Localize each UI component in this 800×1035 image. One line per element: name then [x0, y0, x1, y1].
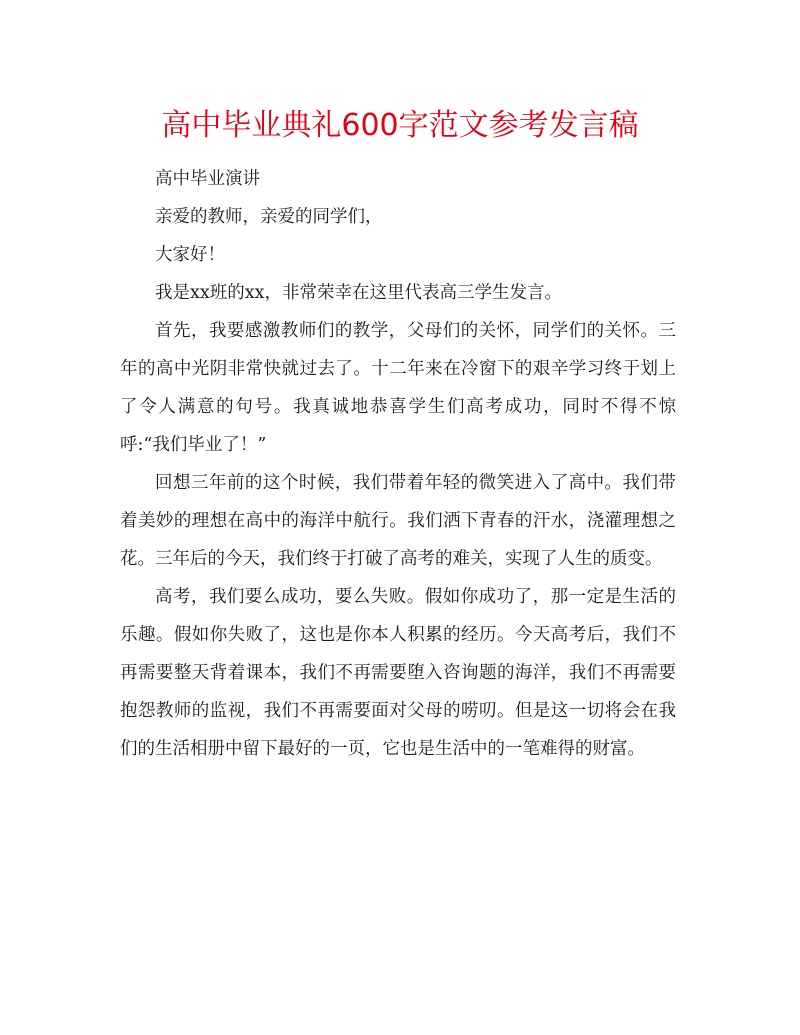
paragraph-thanks: 首先，我要感激教师们的教学，父母们的关怀，同学们的关怀。三年的高中光阴非常快就过去了。十二年来在冷窗下的艰辛学习终于划上了令人满意的句号。我真诚地恭喜学生们高考成功，同时不得不惊呼:“我们毕业了！” [120, 321, 676, 455]
document-body [120, 160, 676, 768]
document-title: 高中毕业典礼600字范文参考发言稿 [161, 108, 639, 143]
paragraph-greeting: 大家好！ [155, 245, 225, 265]
paragraph-heading: 高中毕业演讲 [155, 169, 260, 189]
paragraph-exam: 高考，我们要么成功，要么失败。假如你成功了，那一定是生活的乐趣。假如你失败了，这也是你本人积累的经历。今天高考后，我们不再需要整天背着课本，我们不再需要堕入咨询题的海洋，我们不再需要抱怨教师的监视，我们不再需要面对父母的唠叨。但是这一切将会在我们的生活相册中留下最好的一页，它也是生活中的一笔难得的财富。 [120, 587, 676, 759]
paragraph-memories: 回想三年前的这个时候，我们带着年轻的微笑进入了高中。我们带着美妙的理想在高中的海洋中航行。我们洒下青春的汗水，浇灌理想之花。三年后的今天，我们终于打破了高考的难关，实现了人生的质变。 [120, 473, 676, 569]
paragraph-salutation: 亲爱的教师，亲爱的同学们， [155, 207, 383, 227]
paragraph-introduction: 我是xx班的xx，非常荣幸在这里代表高三学生发言。 [155, 283, 562, 303]
